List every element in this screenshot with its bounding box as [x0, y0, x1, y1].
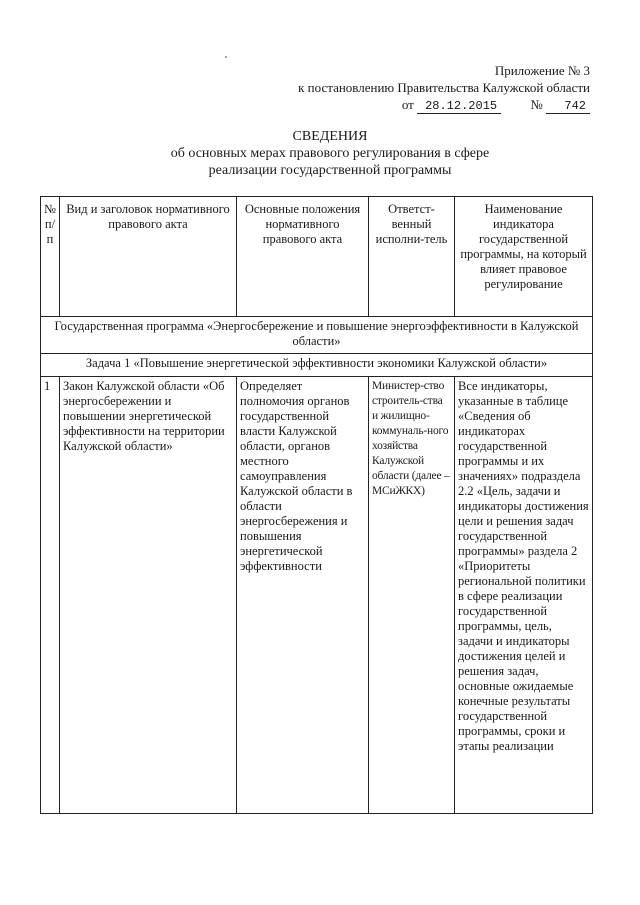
- row-act: Закон Калужской области «Об энергосбережении и повышении энергетической эффективности на территории Калужской области»: [60, 377, 237, 814]
- col-header-executor: Ответст-венный исполни-тель: [369, 197, 455, 317]
- program-name: Государственная программа «Энергосбережение и повышение энергоэффективности в Калужской области»: [41, 317, 593, 354]
- decree-number: 742: [546, 99, 590, 114]
- appendix-date-line: [402, 96, 590, 114]
- from-label: от: [401, 97, 414, 112]
- col-header-number: № п/п: [41, 197, 60, 317]
- document-subtitle-1: об основных мерах правового регулирования в сфере: [170, 146, 490, 161]
- appendix-title: Приложение № 3: [494, 63, 590, 78]
- document-subtitle-2: реализации государственной программы: [208, 163, 452, 178]
- table-header-row: [41, 197, 593, 317]
- table-row: [41, 377, 593, 814]
- row-executor: Министер-ство строитель-ства и жилищно-коммуналь-ного хозяйства Калужской области (далее – МСиЖКХ): [369, 377, 455, 814]
- col-header-indicator: Наименование индикатора государственной программы, на который влияет правовое регулирование: [455, 197, 593, 317]
- row-indicator: Все индикаторы, указанные в таблице «Сведения об индикаторах государственной программы и их значениях» подраздела 2.2 «Цель, задачи и индикаторы достижения цели и решения задач государственной программы» раздела 2 «Приоритеты региональной политики в сфере реализации государственной программы, цель, задачи и индикаторы достижения целей и решения задач, основные ожидаемые конечные результаты государственной программы, сроки и этапы реализации: [455, 377, 593, 814]
- col-header-provisions: Основные положения нормативного правового акта: [237, 197, 369, 317]
- decree-date: 28.12.2015: [417, 99, 501, 114]
- document-title: СВЕДЕНИЯ: [292, 129, 368, 144]
- scan-speck: [225, 56, 227, 58]
- regulation-table: [40, 196, 593, 814]
- col-header-act: Вид и заголовок нормативного правового акта: [60, 197, 237, 317]
- appendix-decree-line: к постановлению Правительства Калужской области: [298, 80, 590, 95]
- row-number: 1: [41, 377, 60, 814]
- row-provisions: Определяет полномочия органов государственной власти Калужской области, органов местного самоуправления Калужской области в области энергосбережения и повышения энергетической эффективности: [237, 377, 369, 814]
- number-label: №: [530, 97, 543, 112]
- task-row: [41, 354, 593, 377]
- task-name: Задача 1 «Повышение энергетической эффективности экономики Калужской области»: [41, 354, 593, 377]
- program-row: [41, 317, 593, 354]
